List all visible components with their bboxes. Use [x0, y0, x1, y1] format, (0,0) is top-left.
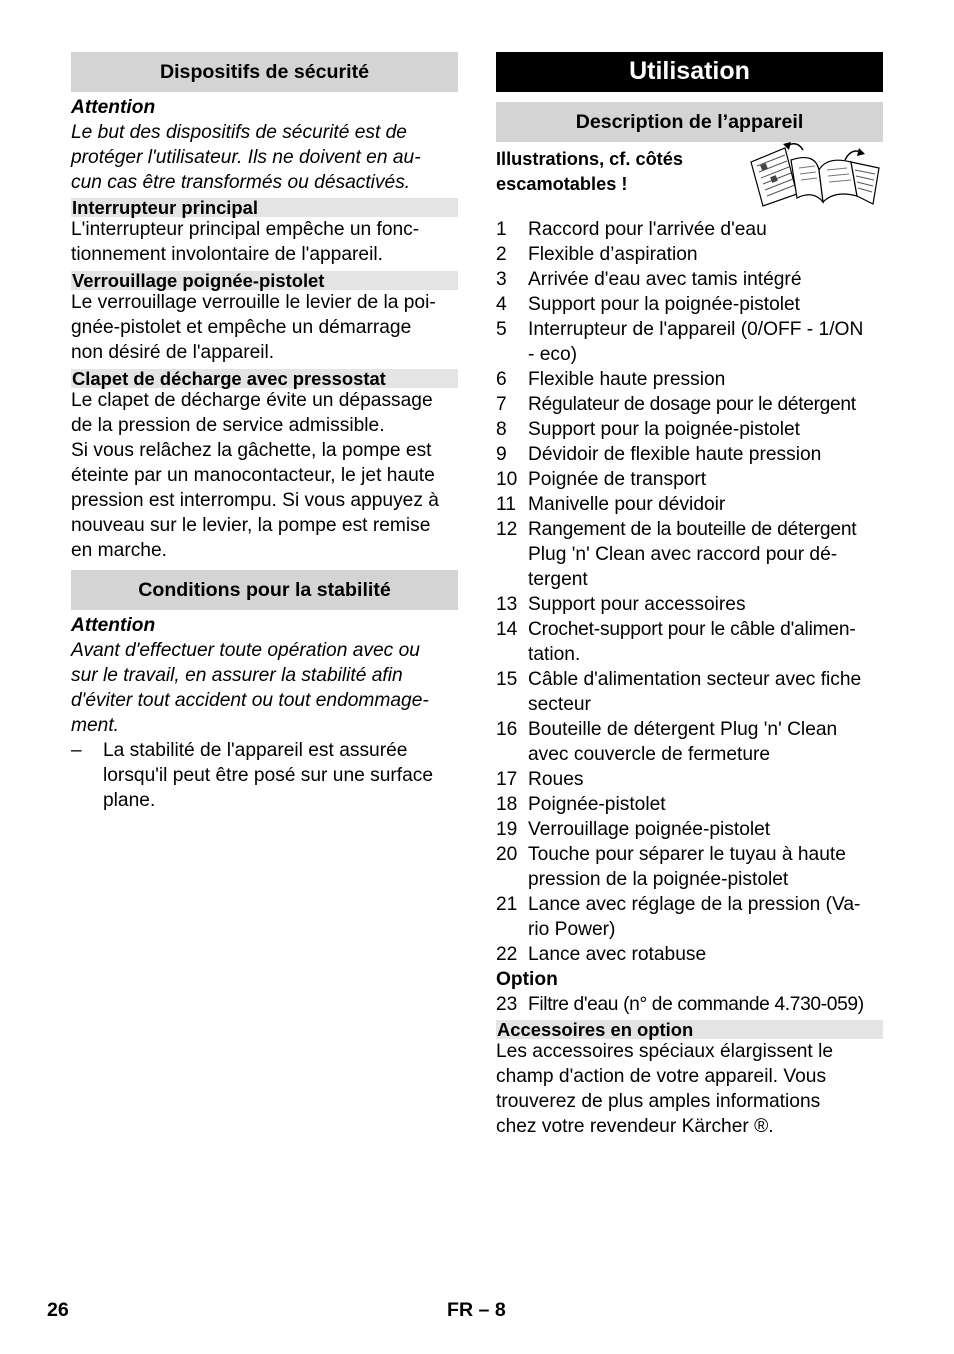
- list-item: [496, 467, 883, 492]
- text-line: Arrivée d'eau avec tamis intégré: [528, 269, 802, 290]
- text-line: Le but des dispositifs de sécurité est de: [71, 122, 407, 143]
- component-list: [496, 217, 883, 967]
- item-number: 2: [496, 244, 507, 265]
- item-number: 22: [496, 944, 518, 965]
- text-line: Poignée de transport: [528, 469, 707, 490]
- relief-valve-text: [71, 388, 458, 563]
- item-number: 8: [496, 419, 507, 440]
- item-text: [528, 592, 883, 617]
- text-line: gnée-pistolet et empêche un démarrage: [71, 317, 412, 338]
- item-text: [528, 892, 883, 942]
- safety-devices-heading: Dispositifs de sécurité: [71, 52, 458, 92]
- option-item: [496, 992, 883, 1017]
- item-number: 11: [496, 494, 516, 515]
- item-number: 16: [496, 719, 518, 740]
- text-line: Illustrations, cf. côtés: [496, 149, 683, 169]
- section-page-label: FR – 8: [447, 1299, 506, 1321]
- item-number: 21: [496, 894, 518, 915]
- device-description-heading: Description de l’appareil: [496, 102, 883, 142]
- utilisation-title: Utilisation: [496, 52, 883, 92]
- list-item: [496, 792, 883, 817]
- text-line: Lance avec rotabuse: [528, 944, 707, 965]
- text-line: en marche.: [71, 540, 167, 561]
- item-text: [528, 767, 883, 792]
- text-line: Si vous relâchez la gâchette, la pompe est: [71, 440, 432, 461]
- text-line: Lance avec réglage de la pression (Va-: [528, 894, 861, 915]
- list-item: [496, 217, 883, 242]
- stability-attention-label: Attention: [71, 615, 156, 636]
- text-line: Bouteille de détergent Plug 'n' Clean: [528, 719, 838, 740]
- dash-bullet: –: [71, 740, 82, 761]
- illustrations-text: [496, 142, 683, 217]
- text-line: d'éviter tout accident ou tout endommage-: [71, 690, 429, 711]
- item-text: [528, 417, 883, 442]
- item-number: 20: [496, 844, 518, 865]
- left-column: [71, 52, 458, 813]
- list-item: [496, 517, 883, 592]
- list-item: [496, 317, 883, 367]
- text-line: secteur: [528, 694, 591, 715]
- text-line: Poignée-pistolet: [528, 794, 666, 815]
- text-line: ment.: [71, 715, 119, 736]
- text-line: Rangement de la bouteille de détergent: [528, 519, 857, 540]
- gun-lock-heading: Verrouillage poignée-pistolet: [71, 271, 458, 290]
- text-line: tergent: [528, 569, 588, 590]
- item-text: [528, 717, 883, 767]
- stability-attention-text: [71, 638, 458, 738]
- item-number: 10: [496, 469, 518, 490]
- text-line: Flexible d’aspiration: [528, 244, 698, 265]
- text-line: Le clapet de décharge évite un dépassage: [71, 390, 433, 411]
- optional-accessories-text: [496, 1039, 883, 1139]
- list-item: [496, 767, 883, 792]
- item-text: [528, 492, 883, 517]
- text-line: éteinte par un manocontacteur, le jet haute: [71, 465, 435, 486]
- item-text: [528, 467, 883, 492]
- item-text: [528, 317, 883, 367]
- list-item: [496, 442, 883, 467]
- item-text: [528, 942, 883, 967]
- list-item: [496, 492, 883, 517]
- item-number: 9: [496, 444, 507, 465]
- text-line: Plug 'n' Clean avec raccord pour dé-: [528, 544, 838, 565]
- text-line: rio Power): [528, 919, 616, 940]
- text-line: plane.: [103, 790, 156, 811]
- text-line: Les accessoires spéciaux élargissent le: [496, 1041, 834, 1062]
- item-number: 15: [496, 669, 518, 690]
- safety-attention-label: Attention: [71, 97, 156, 118]
- safety-attention-text: [71, 120, 458, 195]
- text-line: Support pour la poignée-pistolet: [528, 419, 801, 440]
- item-number: 17: [496, 769, 518, 790]
- text-line: trouverez de plus amples informations: [496, 1091, 821, 1112]
- list-item: [496, 292, 883, 317]
- item-text: [528, 617, 883, 667]
- text-line: Support pour la poignée-pistolet: [528, 294, 801, 315]
- text-line: Touche pour séparer le tuyau à haute: [528, 844, 846, 865]
- text-line: escamotables !: [496, 174, 628, 194]
- item-text: [528, 792, 883, 817]
- text-line: Régulateur de dosage pour le détergent: [528, 394, 856, 415]
- text-line: lorsqu'il peut être posé sur une surface: [103, 765, 434, 786]
- text-line: chez votre revendeur Kärcher ®.: [496, 1116, 774, 1137]
- text-line: Avant d'effectuer toute opération avec ou: [71, 640, 420, 661]
- stability-list-item: [71, 738, 458, 813]
- item-text: [528, 292, 883, 317]
- item-text: [528, 842, 883, 892]
- item-number: 12: [496, 519, 518, 540]
- text-line: pression est interrompu. Si vous appuyez à: [71, 490, 439, 511]
- main-switch-text: [71, 217, 458, 267]
- text-line: Verrouillage poignée-pistolet: [528, 819, 771, 840]
- item-text: [528, 367, 883, 392]
- item-number: 1: [496, 219, 507, 240]
- item-number: 5: [496, 319, 507, 340]
- text-line: - eco): [528, 344, 578, 365]
- text-line: Support pour accessoires: [528, 594, 746, 615]
- item-number: 7: [496, 394, 507, 415]
- list-item: [496, 667, 883, 717]
- item-text: [528, 217, 883, 242]
- text-line: tionnement involontaire de l'appareil.: [71, 244, 383, 265]
- text-line: cun cas être transformés ou désactivés.: [71, 172, 411, 193]
- text-line: tation.: [528, 644, 581, 665]
- text-line: Interrupteur de l'appareil (0/OFF - 1/ON: [528, 319, 864, 340]
- stability-heading: Conditions pour la stabilité: [71, 570, 458, 610]
- item-number: 13: [496, 594, 518, 615]
- text-line: champ d'action de votre appareil. Vous: [496, 1066, 827, 1087]
- text-line: Manivelle pour dévidoir: [528, 494, 726, 515]
- right-column: [496, 52, 883, 1139]
- list-item: [496, 842, 883, 892]
- item-text: Filtre d'eau (n° de commande 4.730-059): [528, 994, 864, 1015]
- text-line: protéger l'utilisateur. Ils ne doivent en au-: [71, 147, 421, 168]
- item-text: [528, 667, 883, 717]
- list-item: [496, 817, 883, 842]
- item-text: [528, 817, 883, 842]
- text-line: nouveau sur le levier, la pompe est remise: [71, 515, 431, 536]
- fold-out-pages-icon: [747, 142, 883, 208]
- illustrations-note: [496, 142, 883, 217]
- list-item: [496, 717, 883, 767]
- gun-lock-text: [71, 290, 458, 365]
- item-text: [528, 517, 883, 592]
- list-item: [496, 267, 883, 292]
- item-number: 14: [496, 619, 518, 640]
- text-line: Câble d'alimentation secteur avec fiche: [528, 669, 862, 690]
- text-line: L'interrupteur principal empêche un fonc-: [71, 219, 420, 240]
- item-number: 23: [496, 994, 518, 1015]
- text-line: avec couvercle de fermeture: [528, 744, 771, 765]
- item-number: 18: [496, 794, 518, 815]
- list-item: [496, 367, 883, 392]
- relief-valve-heading: Clapet de décharge avec pressostat: [71, 369, 458, 388]
- item-number: 3: [496, 269, 507, 290]
- text-line: Crochet-support pour le câble d'alimen-: [528, 619, 856, 640]
- item-text: [528, 242, 883, 267]
- item-text: [528, 392, 883, 417]
- page-number: 26: [47, 1299, 69, 1321]
- item-text: [528, 442, 883, 467]
- text-line: Le verrouillage verrouille le levier de la poi-: [71, 292, 436, 313]
- text-line: non désiré de l'appareil.: [71, 342, 275, 363]
- text-line: Dévidoir de flexible haute pression: [528, 444, 822, 465]
- list-item: [496, 392, 883, 417]
- text-line: Roues: [528, 769, 584, 790]
- item-number: 6: [496, 369, 507, 390]
- list-item: [496, 892, 883, 942]
- item-text: [528, 267, 883, 292]
- item-number: 4: [496, 294, 507, 315]
- optional-accessories-heading: Accessoires en option: [496, 1020, 883, 1039]
- list-item: [496, 417, 883, 442]
- text-line: pression de la poignée-pistolet: [528, 869, 789, 890]
- option-label: Option: [496, 969, 558, 990]
- item-number: 19: [496, 819, 518, 840]
- list-item: [496, 242, 883, 267]
- list-item: [496, 617, 883, 667]
- stability-item-text: [103, 738, 433, 813]
- text-line: sur le travail, en assurer la stabilité afin: [71, 665, 403, 686]
- text-line: Flexible haute pression: [528, 369, 726, 390]
- text-line: de la pression de service admissible.: [71, 415, 385, 436]
- list-item: [496, 942, 883, 967]
- text-line: Raccord pour l'arrivée d'eau: [528, 219, 767, 240]
- text-line: La stabilité de l'appareil est assurée: [103, 740, 408, 761]
- main-switch-heading: Interrupteur principal: [71, 198, 458, 217]
- list-item: [496, 592, 883, 617]
